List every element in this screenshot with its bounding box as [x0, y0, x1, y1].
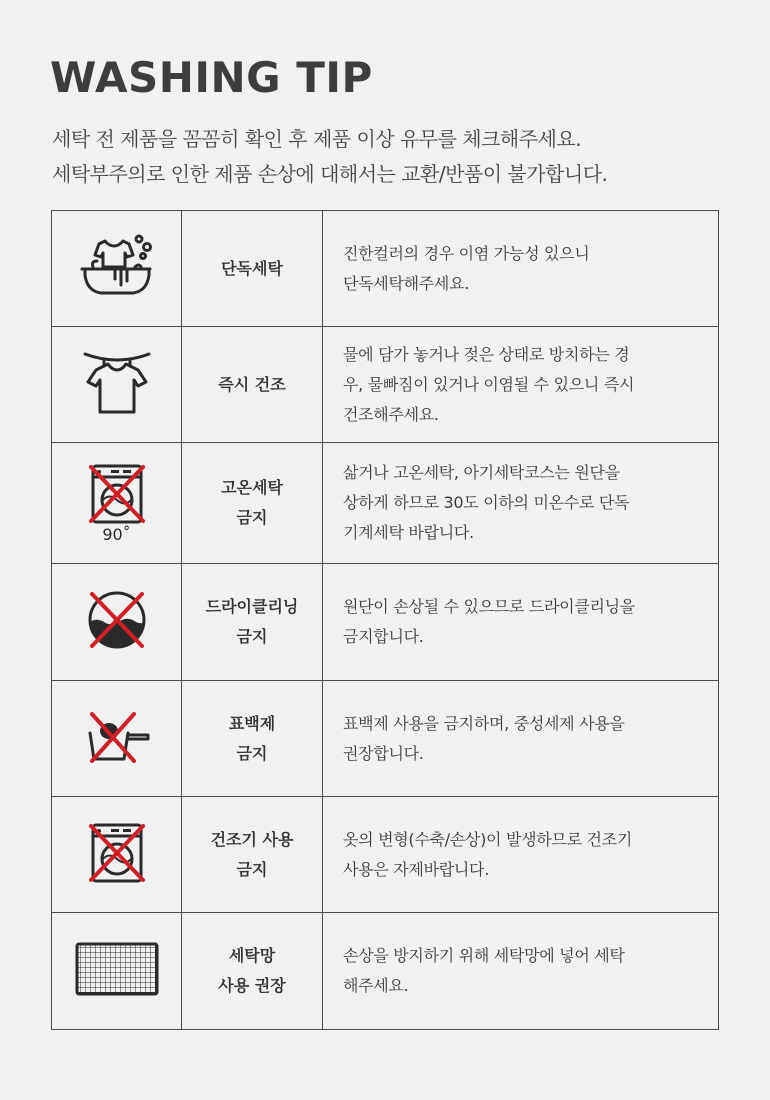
- desc-cell: [323, 211, 719, 327]
- intro-line: 세탁부주의로 인한 제품 손상에 대해서는 교환/반품이 불가합니다.: [52, 162, 608, 186]
- page-title: WASHING TIP: [50, 53, 373, 102]
- no-tumble-dry-icon: [87, 822, 147, 884]
- intro-line: 세탁 전 제품을 꼼꼼히 확인 후 제품 이상 유무를 체크해주세요.: [52, 127, 582, 151]
- row-label: 고온세탁: [221, 478, 283, 497]
- label-cell: [182, 443, 323, 564]
- table-row: [52, 681, 719, 797]
- icon-cell: [52, 681, 182, 797]
- row-label: 건조기 사용: [210, 829, 294, 849]
- icon-cell: [52, 564, 182, 681]
- label-cell: [182, 327, 323, 443]
- no-hot-wash-icon: [87, 463, 147, 544]
- row-desc-line: 진한컬러의 경우 이염 가능성 있으니: [343, 243, 590, 263]
- table-row: [52, 913, 719, 1030]
- row-label: 즉시 건조: [218, 374, 286, 394]
- no-dry-clean-icon: [86, 589, 148, 651]
- row-desc-line: 단독세탁해주세요.: [343, 273, 470, 293]
- desc-cell: [323, 913, 719, 1030]
- table-row: [52, 211, 719, 327]
- icon-cell: [52, 913, 182, 1030]
- label-cell: [182, 211, 323, 327]
- table-row: [52, 797, 719, 913]
- label-cell: [182, 564, 323, 681]
- icon-cell: [52, 327, 182, 443]
- laundry-net-icon: [75, 942, 159, 996]
- desc-cell: [323, 564, 719, 681]
- desc-cell: [323, 443, 719, 564]
- row-desc-line: 상하게 하므로 30도 이하의 미온수로 단독: [343, 493, 630, 512]
- row-label: 표백제: [228, 713, 276, 733]
- label-cell: [182, 913, 323, 1030]
- row-desc-line: 손상을 방지하기 위해 세탁망에 넣어 세탁: [343, 946, 625, 965]
- temperature-caption: 90˚: [102, 524, 131, 544]
- washing-tips-table: [51, 210, 719, 1030]
- hand-wash-basin-icon: [77, 229, 157, 305]
- row-label: 단독세탁: [221, 258, 283, 278]
- icon-cell: [52, 211, 182, 327]
- row-label: 금지: [236, 859, 268, 879]
- row-desc-line: 물에 담가 놓거나 젖은 상태로 방치하는 경: [343, 344, 630, 364]
- row-desc-line: 해주세요.: [343, 976, 409, 995]
- row-label: 세탁망: [228, 946, 276, 965]
- row-desc-line: 건조해주세요.: [343, 404, 439, 424]
- icon-cell: [52, 443, 182, 564]
- row-desc-line: 원단이 손상될 수 있으므로 드라이클리닝을: [343, 597, 635, 616]
- desc-cell: [323, 327, 719, 443]
- row-label: 금지: [236, 743, 268, 763]
- no-bleach-icon: [84, 711, 150, 763]
- table-row: [52, 443, 719, 564]
- label-cell: [182, 681, 323, 797]
- table-row: [52, 327, 719, 443]
- row-desc-line: 기계세탁 바랍니다.: [343, 523, 474, 542]
- line-dry-shirt-icon: [82, 348, 152, 418]
- row-desc-line: 권장합니다.: [343, 743, 424, 763]
- row-label: 금지: [236, 627, 268, 646]
- row-desc-line: 표백제 사용을 금지하며, 중성세제 사용을: [343, 713, 625, 733]
- desc-cell: [323, 797, 719, 913]
- row-desc-line: 우, 물빠짐이 있거나 이염될 수 있으니 즉시: [343, 374, 635, 394]
- row-label: 드라이클리닝: [205, 597, 299, 616]
- table-row: [52, 564, 719, 681]
- row-desc-line: 삶거나 고온세탁, 아기세탁코스는 원단을: [343, 463, 620, 482]
- row-desc-line: 사용은 자제바랍니다.: [343, 859, 489, 879]
- row-desc-line: 옷의 변형(수축/손상)이 발생하므로 건조기: [343, 829, 632, 849]
- icon-cell: [52, 797, 182, 913]
- row-label: 금지: [236, 508, 268, 527]
- intro-text: [52, 122, 607, 192]
- row-desc-line: 금지합니다.: [343, 627, 424, 646]
- label-cell: [182, 797, 323, 913]
- row-label: 사용 권장: [218, 976, 286, 995]
- desc-cell: [323, 681, 719, 797]
